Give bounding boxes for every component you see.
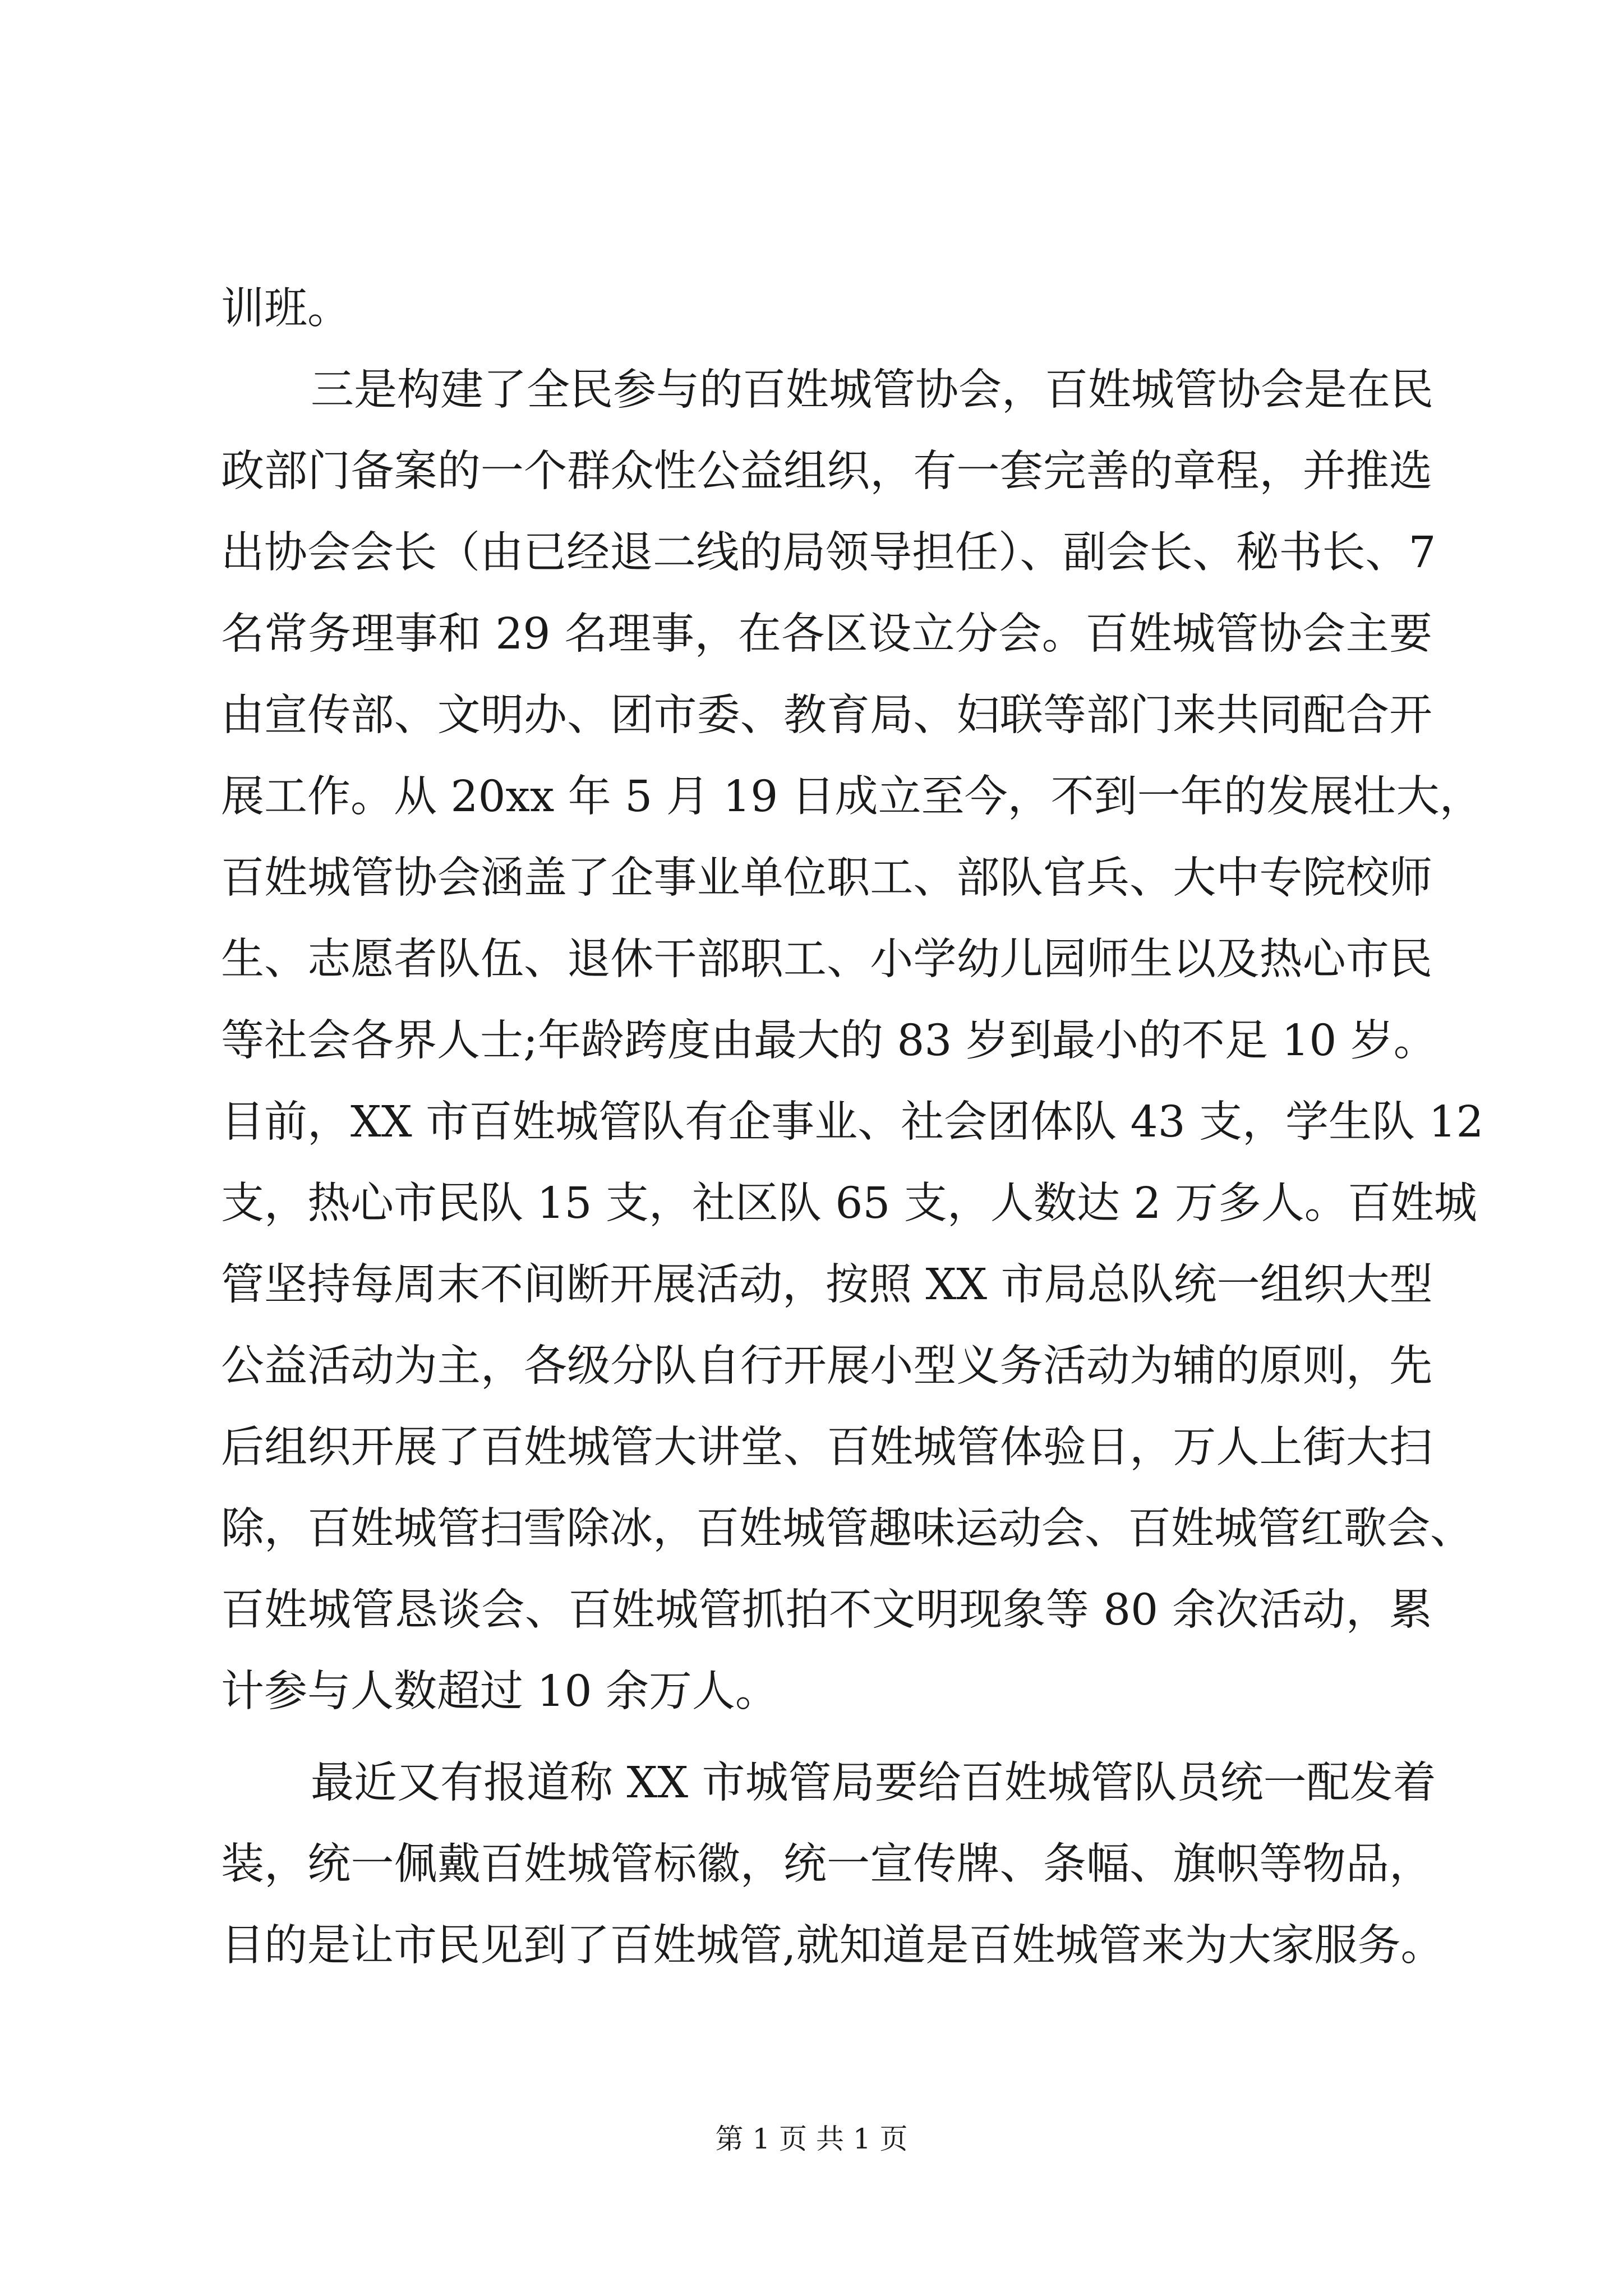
text-line: 生、志愿者队伍、退休干部职工、小学幼儿园师生以及热心市民 [221,935,1432,984]
text-line: 等社会各界人士;年龄跨度由最大的 83 岁到最小的不足 10 岁。 [221,1016,1437,1066]
text-line: 政部门备案的一个群众性公益组织，有一套完善的章程，并推选 [221,447,1432,496]
text-line: 公益活动为主，各级分队自行开展小型义务活动为辅的原则，先 [221,1341,1432,1391]
text-line: 展工作。从 20xx 年 5 月 19 日成立至今，不到一年的发展壮大， [221,772,1483,822]
text-line: 支，热心市民队 15 支，社区队 65 支，人数达 2 万多人。百姓城 [221,1179,1477,1228]
page-number-label: 第 1 页 共 1 页 [715,2123,908,2155]
paragraph-start-line: 三是构建了全民参与的百姓城管协会，百姓城管协会是在民 [311,365,1433,415]
text-line: 百姓城管协会涵盖了企事业单位职工、部队官兵、大中专院校师 [221,853,1432,903]
text-line: 训班。 [221,284,351,334]
text-line: 由宣传部、文明办、团市委、教育局、妇联等部门来共同配合开 [221,691,1432,740]
text-line: 后组织开展了百姓城管大讲堂、百姓城管体验日，万人上街大扫 [221,1423,1432,1473]
text-line: 计参与人数超过 10 余万人。 [221,1667,778,1717]
text-line: 管坚持每周末不间断开展活动，按照 XX 市局总队统一组织大型 [221,1260,1433,1310]
text-line: 除，百姓城管扫雪除冰，百姓城管趣味运动会、百姓城管红歌会、 [221,1504,1473,1554]
text-line: 出协会会长（由已经退二线的局领导担任）、副会长、秘书长、7 [221,528,1436,578]
page-footer [0,2119,1623,2159]
text-line: 名常务理事和 29 名理事，在各区设立分会。百姓城管协会主要 [221,609,1432,659]
text-line: 百姓城管恳谈会、百姓城管抓拍不文明现象等 80 余次活动，累 [221,1585,1432,1635]
text-line: 装，统一佩戴百姓城管标徽，统一宣传牌、条幅、旗帜等物品， [221,1839,1432,1889]
paragraph-start-line: 最近又有报道称 XX 市城管局要给百姓城管队员统一配发着 [311,1758,1436,1808]
text-line: 目前，XX 市百姓城管队有企事业、社会团体队 43 支，学生队 12 [221,1097,1484,1147]
text-line: 目的是让市民见到了百姓城管,就知道是百姓城管来为大家服务。 [221,1921,1444,1971]
document-body [221,268,1484,1986]
